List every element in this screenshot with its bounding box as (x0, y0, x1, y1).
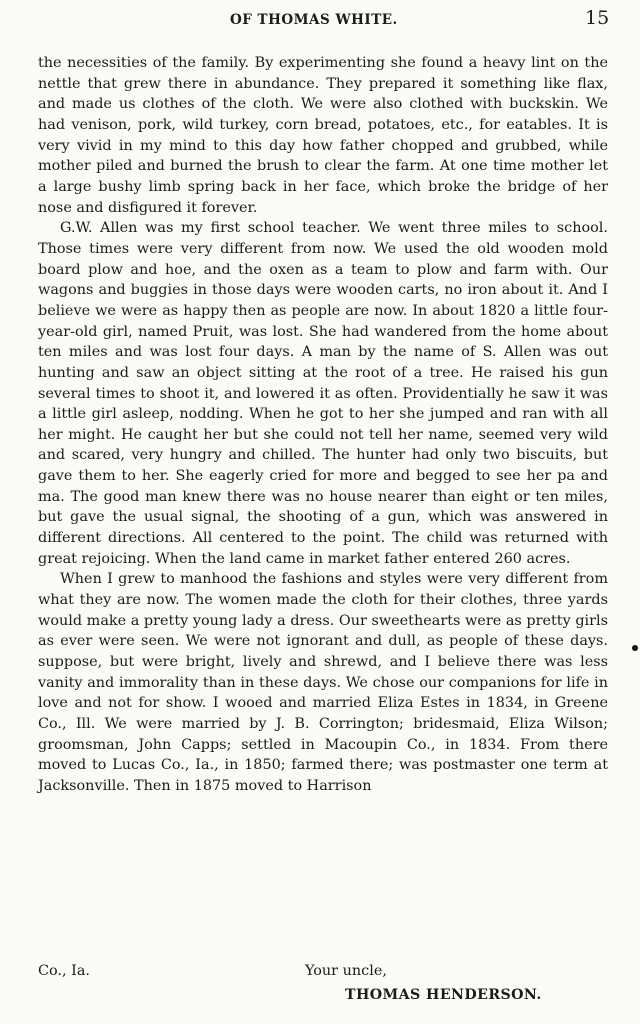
paragraph-1: the necessities of the family. By experimenting she found a heavy lint on the nettle that grew there in abundance. They prepared it something like flax, and made us clothes of the cloth. We were also clothed with buckskin. We had venison, pork, wild turkey, corn bread, potatoes, etc., for eatables. It is very vivid in my mind to this day how father chopped and grubbed, while mother piled and burned the brush to clear the farm. At one time mother let a large bushy limb spring back in her face, which broke the bridge of her nose and disfigured it forever. (38, 55, 608, 216)
running-head: OF THOMAS WHITE. (230, 12, 398, 28)
closing-place: Co., Ia. (38, 963, 90, 979)
paragraph-2: G.W. Allen was my first school teacher. We went three miles to school. Those times were very different from now. We used the old wooden mold board plow and hoe, and the oxen as a team to plow and farm with. Our wagons and buggies in those days were wooden carts, no iron about it. And I believe we were as happy then as people are now. In about 1820 a little four-year-old girl, named Pruit, was lost. She had wandered from the home about ten miles and was lost four days. A man by the name of S. Allen was out hunting and saw an object sitting at the root of a tree. He raised his gun several times to shoot it, and lowered it as often. Providentially he saw it was a little girl asleep, nodding. When he got to her she jumped and ran with all her might. He caught her but she could not tell her name, seemed very wild and scared, very hungry and chilled. The hunter had only two biscuits, but gave them to her. She eagerly cried for more and begged to see her pa and ma. The good man knew there was no house nearer than eight or ten miles, but gave the usual signal, the shooting of a gun, which was answered in different directions. All centered to the point. The child was returned with great rejoicing. When the land came in market father entered 260 acres. (38, 220, 608, 567)
closing-salutation: Your uncle, (305, 963, 387, 979)
margin-dot (632, 645, 638, 651)
paragraph-3: When I grew to manhood the fashions and styles were very different from what they are now. The women made the cloth for their clothes, three yards would make a pretty young lady a dress. Our sweethearts were as pretty girls as ever were seen. We were not ignorant and dull, as people of these days. suppose, but were bright, lively and shrewd, and I believe there was less vanity and immorality than in these days. We chose our companions for life in love and not for show. I wooed and married Eliza Estes in 1834, in Greene Co., Ill. We were married by J. B. Corrington; bridesmaid, Eliza Wilson; groomsman, John Capps; settled in Macoupin Co., in 1834. From there moved to Lucas Co., Ia., in 1850; farmed there; was postmaster one term at Jacksonville. Then in 1875 moved to Harrison (38, 571, 608, 794)
signature: THOMAS HENDERSON. (345, 987, 542, 1003)
page-number: 15 (585, 7, 610, 29)
body-text (38, 53, 608, 797)
closing-line (38, 961, 608, 982)
